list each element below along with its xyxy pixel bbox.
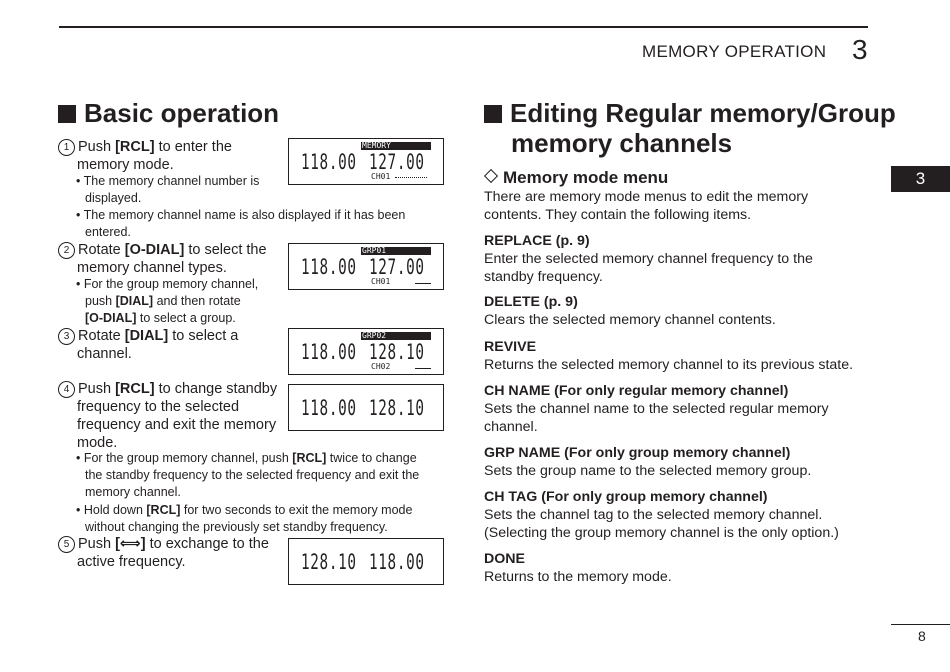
item-description: Sets the channel tag to the selected memory channel. (Selecting the group memory channel is the only option.)	[484, 507, 839, 541]
intro-paragraph: There are memory mode menus to edit the memory contents. They contain the following items.	[484, 189, 809, 223]
item-description: Returns to the memory mode.	[484, 569, 672, 585]
lcd-display: GRP02 118.00 128.10 CH02	[288, 328, 444, 375]
item-title: REVIVE	[484, 339, 537, 355]
chapter-tab: 3	[891, 166, 950, 192]
step-3: 3 Rotate [DIAL] to select a channel.	[58, 327, 238, 363]
item-title: REPLACE (p. 9)	[484, 233, 590, 249]
step-5: 5 Push [⟺] to exchange to the active frequency.	[58, 535, 269, 571]
item-title: DONE	[484, 551, 525, 567]
chapter-number: 3	[852, 34, 868, 65]
header-rule	[59, 26, 868, 28]
channel-name-placeholder	[415, 368, 431, 369]
square-bullet-icon	[484, 105, 502, 123]
editing-memory-heading: Editing Regular memory/Group memory channels	[484, 98, 904, 158]
lcd-display: GRP01 118.00 127.00 CH01	[288, 243, 444, 290]
page-number: 8	[918, 628, 926, 644]
section-title: MEMORY OPERATION	[642, 42, 827, 61]
bullet-note: • The memory channel number is displayed.	[76, 174, 260, 205]
lcd-mode-tag: MEMORY	[361, 142, 431, 150]
bullet-note: • The memory channel name is also displayed if it has been entered.	[76, 208, 406, 239]
lcd-display: 118.00 128.10	[288, 384, 444, 431]
step-number: 1	[58, 139, 75, 156]
item-description: Clears the selected memory channel contents.	[484, 312, 776, 328]
channel-name-placeholder	[415, 283, 431, 284]
active-frequency: 118.00	[301, 150, 357, 174]
standby-frequency: 127.00	[369, 150, 425, 174]
diamond-icon	[484, 169, 498, 183]
footer-rule	[891, 624, 950, 625]
memory-mode-menu-subheading: Memory mode menu	[484, 168, 668, 188]
channel-number: CH01	[371, 172, 391, 181]
bullet-note: • For the group memory channel, push [DIAL] and then rotate [O-DIAL] to select a group.	[76, 277, 259, 325]
channel-name-placeholder	[395, 177, 427, 178]
step-2: 2 Rotate [O-DIAL] to select the memory channel types.	[58, 241, 267, 277]
step-1: 1 Push [RCL] to enter the memory mode.	[58, 138, 232, 174]
item-title: CH TAG (For only group memory channel)	[484, 489, 768, 505]
item-title: GRP NAME (For only group memory channel)	[484, 445, 791, 461]
item-description: Returns the selected memory channel to its previous state.	[484, 357, 854, 373]
bullet-note: • For the group memory channel, push [RCL] twice to change the standby frequency to the selected frequency and exit the memory channel.	[76, 451, 420, 499]
item-title: DELETE (p. 9)	[484, 294, 578, 310]
item-description: Enter the selected memory channel frequency to the standby frequency.	[484, 251, 813, 285]
item-description: Sets the group name to the selected memory group.	[484, 463, 812, 479]
bullet-note: • Hold down [RCL] for two seconds to exit the memory mode without changing the previously set standby frequency.	[76, 503, 413, 534]
step-4: 4 Push [RCL] to change standby frequency to the selected frequency and exit the memory mode.	[58, 380, 277, 452]
lcd-display: 128.10 118.00	[288, 538, 444, 585]
lcd-display	[288, 138, 444, 185]
basic-operation-heading: Basic operation	[58, 98, 279, 128]
item-description: Sets the channel name to the selected regular memory channel.	[484, 401, 829, 435]
item-title: CH NAME (For only regular memory channel)	[484, 383, 789, 399]
square-bullet-icon	[58, 105, 76, 123]
